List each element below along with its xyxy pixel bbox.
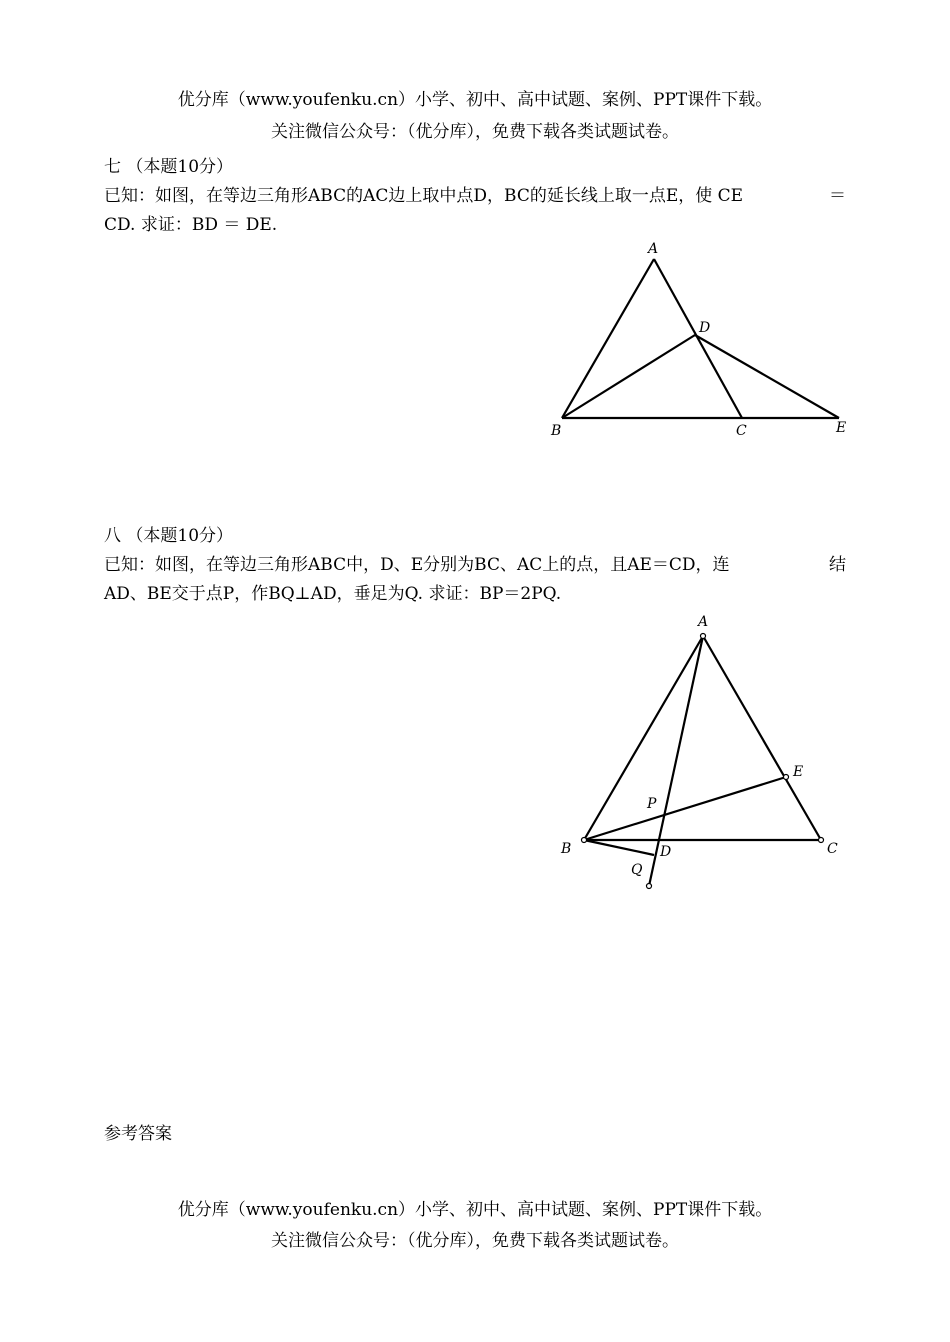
q7-title: 七 （本题10分） (104, 157, 234, 177)
q7-triangle-figure (540, 235, 860, 445)
q7-segment-BD (562, 335, 695, 418)
footer-line-2: 关注微信公众号：（优分库），免费下载各类试题试卷。 (271, 1231, 679, 1251)
header-line-1: 优分库（www.youfenku.cn）小学、初中、高中试题、案例、PPT课件下载。 (177, 90, 773, 110)
q8-text-line-1 (104, 553, 846, 577)
q8-point-C (819, 838, 824, 843)
q8-label-E: E (793, 764, 804, 780)
q7-label-C: C (736, 423, 747, 439)
q7-text-line-1-end: ＝ (829, 186, 846, 206)
q7-label-B: B (551, 423, 562, 439)
q7-label-E: E (836, 420, 847, 436)
q8-point-B (582, 838, 587, 843)
q8-text-line-1-main: 已知：如图，在等边三角形ABC中，D、E分别为BC、AC上的点，且AE＝CD，连 (104, 555, 730, 575)
q7-text-line-1 (104, 184, 846, 208)
answers-title: 参考答案 (104, 1124, 172, 1144)
q8-segment-BQ (584, 840, 654, 855)
q8-text-line-1-end: 结 (829, 555, 846, 575)
footer-line-1: 优分库（www.youfenku.cn）小学、初中、高中试题、案例、PPT课件下载。 (177, 1200, 773, 1220)
q8-segment-AQ (649, 636, 703, 886)
q8-label-D: D (660, 844, 672, 860)
q8-label-P: P (647, 796, 657, 812)
q8-point-Q-end (647, 884, 652, 889)
q8-title: 八 （本题10分） (104, 526, 234, 546)
q7-label-A: A (648, 241, 659, 257)
q8-label-B: B (561, 841, 572, 857)
q7-text-line-1-main: 已知：如图，在等边三角形ABC的AC边上取中点D，BC的延长线上取一点E，使 CE (104, 186, 744, 206)
q8-triangle-figure (550, 605, 850, 895)
q7-segment-AB (562, 259, 654, 418)
q8-segment-AC (703, 636, 821, 840)
q8-label-A: A (698, 614, 709, 630)
q7-segment-AC (654, 259, 742, 418)
q7-text-line-2: CD. 求证：BD ＝ DE. (104, 215, 278, 235)
q8-point-E (784, 775, 789, 780)
q7-label-D: D (699, 320, 711, 336)
q8-label-C: C (827, 841, 838, 857)
header-line-2: 关注微信公众号：（优分库），免费下载各类试题试卷。 (271, 122, 679, 142)
q8-point-A (701, 634, 706, 639)
q8-text-line-2: AD、BE交于点P，作BQ⊥AD，垂足为Q. 求证：BP＝2PQ. (104, 584, 562, 604)
q7-segment-DE (695, 335, 839, 418)
q8-label-Q: Q (631, 862, 643, 878)
